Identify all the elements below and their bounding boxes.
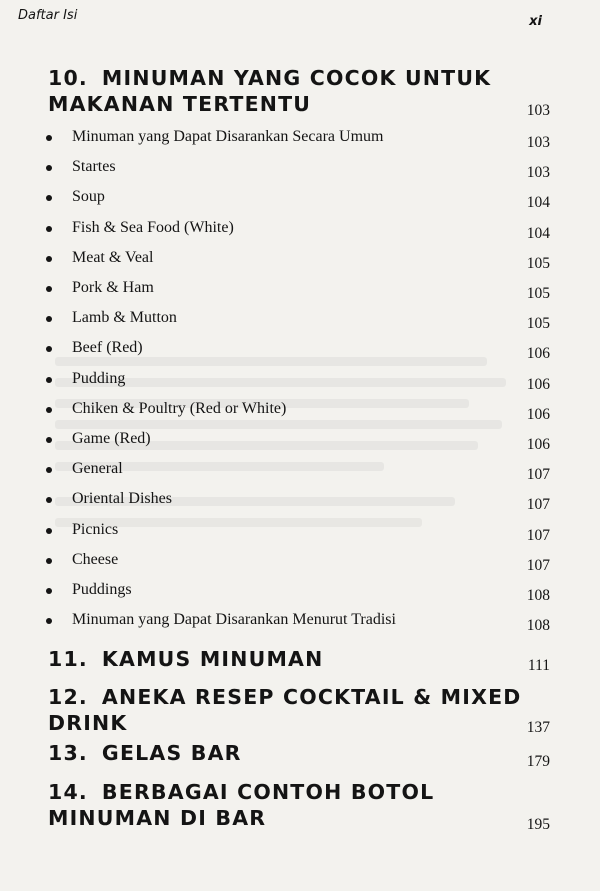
toc-item[interactable]	[46, 399, 600, 423]
bullet-icon	[46, 226, 52, 232]
page-number-roman: xi	[529, 14, 542, 29]
toc-item[interactable]	[46, 520, 600, 544]
toc-item-label: Beef (Red)	[72, 339, 143, 357]
toc-item[interactable]	[46, 430, 600, 453]
toc-item[interactable]	[46, 339, 600, 363]
bullet-icon	[46, 165, 52, 171]
bullet-icon	[46, 346, 52, 352]
chapter-11-page: 111	[527, 657, 550, 674]
toc-item-label: Oriental Dishes	[72, 490, 172, 508]
toc-item-page: 104	[526, 224, 550, 242]
toc-item-page: 103	[526, 164, 550, 182]
toc-item-page: 105	[526, 315, 550, 333]
toc-item[interactable]	[46, 490, 600, 514]
toc-item-label: Meat & Veal	[72, 248, 154, 266]
bullet-icon	[46, 135, 52, 141]
chapter-title-line1: BERBAGAI CONTOH BOTOL	[101, 780, 435, 804]
toc-item-label: Cheese	[72, 550, 119, 568]
toc-item-label: Lamb & Mutton	[72, 309, 177, 327]
toc-item[interactable]	[46, 369, 600, 393]
toc-item[interactable]	[46, 128, 600, 151]
running-header-title: Daftar Isi	[18, 8, 78, 23]
chapter-12-page: 137	[526, 719, 550, 736]
chapter-title: GELAS BAR	[101, 741, 242, 765]
chapter-title-line2: MAKANAN TERTENTU	[48, 92, 312, 116]
chapter-title-line2: MINUMAN DI BAR	[48, 806, 267, 830]
bullet-icon	[46, 558, 52, 564]
toc-item[interactable]	[46, 218, 600, 242]
chapter-14-page: 195	[526, 816, 550, 833]
chapter-number: 11.	[48, 647, 88, 671]
chapter-number: 12.	[48, 685, 88, 709]
bullet-icon	[46, 286, 52, 292]
toc-item-page: 105	[526, 254, 550, 272]
chapter-number: 14.	[48, 780, 88, 804]
toc-item-page: 108	[526, 587, 550, 604]
toc-item[interactable]	[46, 581, 600, 604]
toc-item-page: 107	[526, 496, 550, 514]
toc-item-page: 106	[526, 345, 550, 363]
toc-item-page: 106	[526, 375, 550, 393]
bullet-icon	[46, 407, 52, 413]
bullet-icon	[46, 618, 52, 624]
chapter-10-page: 103	[526, 102, 550, 119]
chapter-10-heading[interactable]	[48, 65, 491, 117]
toc-item-page: 104	[526, 194, 550, 212]
bullet-icon	[46, 437, 52, 443]
toc-item[interactable]	[46, 309, 600, 333]
chapter-11-heading[interactable]	[48, 646, 323, 672]
toc-item-label: Minuman yang Dapat Disarankan Menurut Tradisi	[72, 611, 396, 629]
bullet-icon	[46, 377, 52, 383]
bullet-icon	[46, 256, 52, 262]
toc-item-label: Startes	[72, 158, 116, 176]
chapter-number: 13.	[48, 741, 88, 765]
chapter-number: 10.	[48, 66, 88, 90]
chapter-13-heading[interactable]	[48, 740, 242, 766]
toc-item-page: 106	[526, 436, 550, 453]
chapter-title-line2: DRINK	[48, 711, 128, 735]
chapter-title-line1: ANEKA RESEP COCKTAIL & MIXED	[101, 685, 522, 709]
toc-item-page: 106	[526, 405, 550, 423]
toc-item-page: 108	[526, 617, 550, 635]
toc-item[interactable]	[46, 188, 600, 212]
bullet-icon	[46, 195, 52, 201]
toc-item[interactable]	[46, 550, 600, 574]
bullet-icon	[46, 467, 52, 473]
toc-item-label: Soup	[72, 188, 105, 206]
toc-item-page: 107	[526, 526, 550, 544]
toc-item-label: Minuman yang Dapat Disarankan Secara Umum	[72, 128, 384, 145]
chapter-13-page: 179	[526, 753, 550, 770]
chapter-title: KAMUS MINUMAN	[101, 647, 324, 671]
toc-item-page: 107	[526, 556, 550, 574]
bullet-icon	[46, 588, 52, 594]
toc-item[interactable]	[46, 248, 600, 272]
chapter-14-heading[interactable]	[48, 779, 434, 831]
toc-item-label: Chiken & Poultry (Red or White)	[72, 399, 287, 417]
toc-item-label: General	[72, 460, 123, 478]
toc-item-page: 103	[526, 134, 550, 151]
toc-item[interactable]	[46, 158, 600, 182]
toc-item-label: Game (Red)	[72, 430, 151, 447]
toc-item[interactable]	[46, 279, 600, 302]
toc-item-label: Puddings	[72, 581, 132, 598]
toc-item[interactable]	[46, 460, 600, 484]
bullet-icon	[46, 316, 52, 322]
bullet-icon	[46, 497, 52, 503]
chapter-12-heading[interactable]	[48, 684, 522, 736]
toc-item-label: Fish & Sea Food (White)	[72, 218, 234, 236]
chapter-title-line1: MINUMAN YANG COCOK UNTUK	[101, 66, 492, 90]
toc-item-label: Picnics	[72, 520, 119, 538]
toc-item-label: Pork & Ham	[72, 279, 154, 296]
bullet-icon	[46, 528, 52, 534]
toc-item-page: 107	[526, 466, 550, 484]
toc-item[interactable]	[46, 611, 600, 635]
toc-item-page: 105	[526, 285, 550, 302]
toc-item-label: Pudding	[72, 369, 126, 387]
